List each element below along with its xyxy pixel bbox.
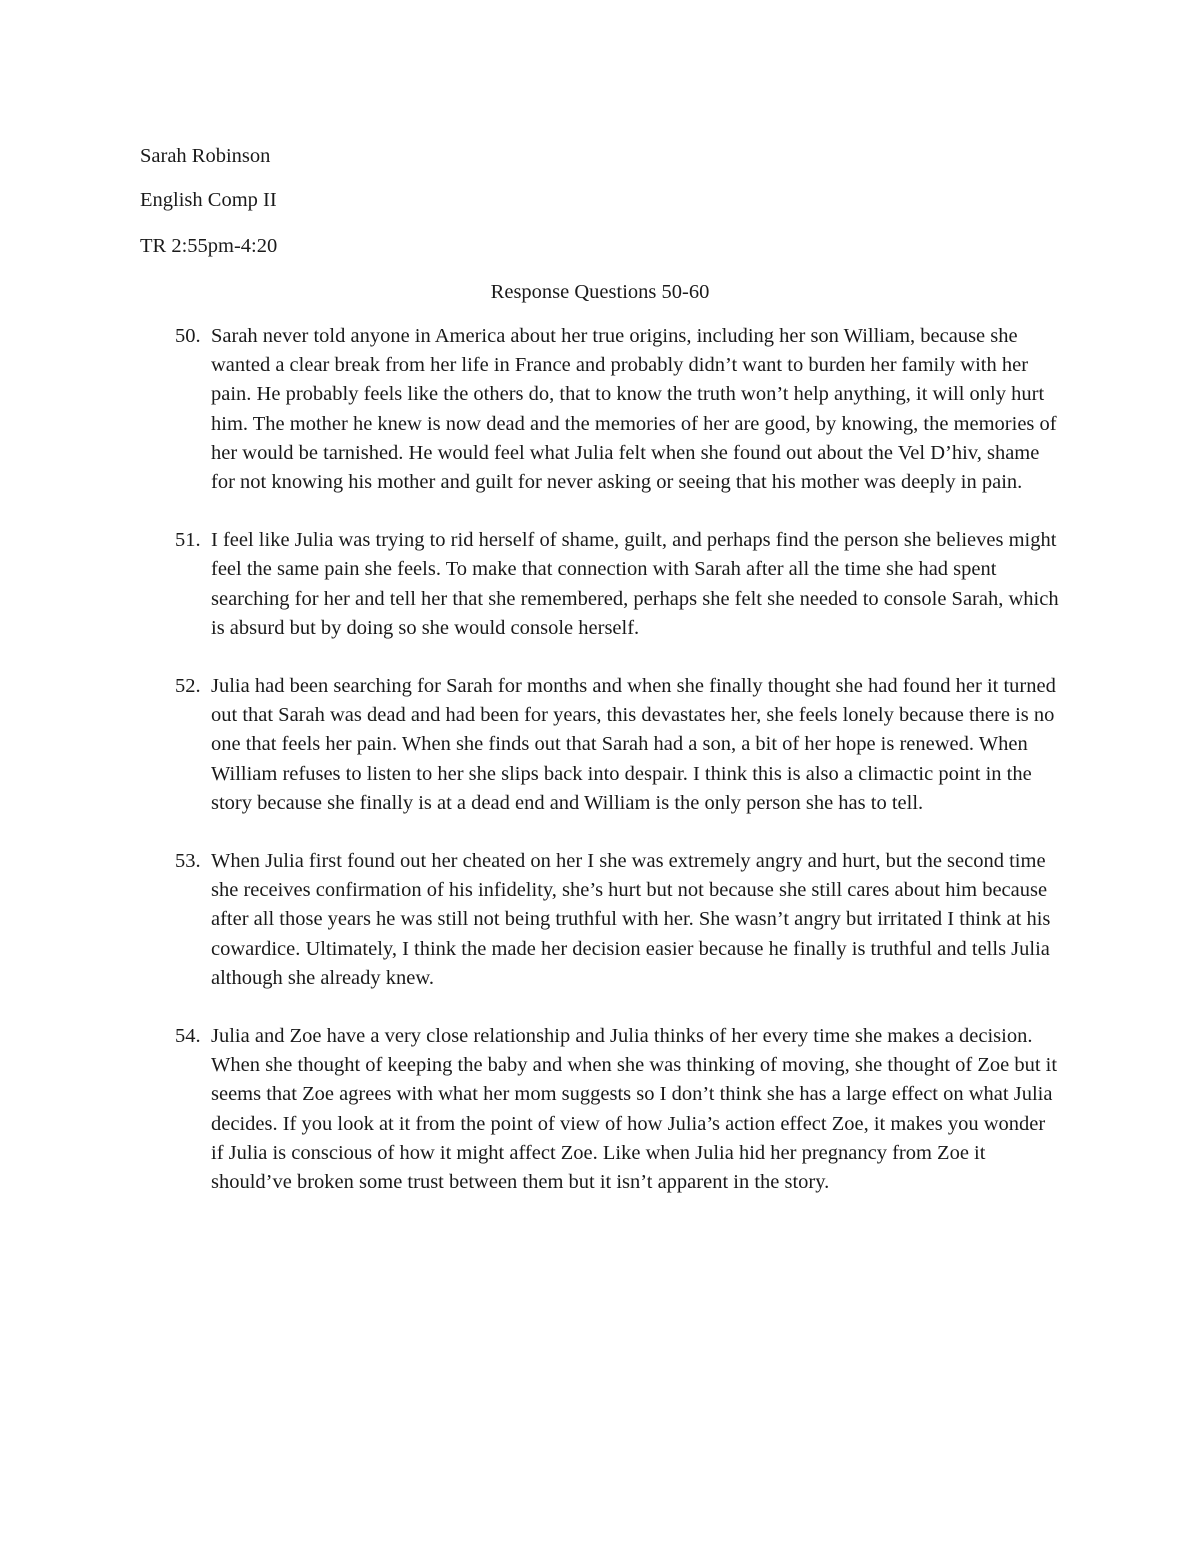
answer-number: 54. bbox=[175, 1025, 201, 1048]
course-name: English Comp II bbox=[140, 189, 277, 211]
answer-item bbox=[175, 672, 1060, 818]
answer-item bbox=[175, 322, 1060, 497]
answer-number: 51. bbox=[175, 529, 201, 552]
answer-number: 50. bbox=[175, 325, 201, 347]
answer-number: 53. bbox=[175, 850, 201, 873]
class-schedule: TR 2:55pm-4:20 bbox=[140, 235, 278, 257]
document-title: Response Questions 50-60 bbox=[490, 281, 710, 303]
answer-text: Sarah never told anyone in America about her true origins, including her son William, because she wanted a clear break from her life in France and probably didn’t want to burden her family with her pain. He probably feels like the others do, that to know the truth won’t help anything, it will only hurt him. The mother he knew is now dead and the memories of her are good, by knowing, the memories of her would be tarnished. He would feel what Julia felt when she found out about the Vel D’hiv, shame for not knowing his mother and guilt for never asking or seeing that his mother was deeply in pain. bbox=[211, 325, 1057, 494]
answer-item bbox=[175, 847, 1060, 993]
answer-number: 52. bbox=[175, 675, 201, 698]
student-name: Sarah Robinson bbox=[140, 145, 271, 167]
answer-item bbox=[175, 526, 1060, 643]
answer-item bbox=[175, 1022, 1060, 1197]
answer-text: Julia and Zoe have a very close relationship and Julia thinks of her every time she makes a decision. When she thought of keeping the baby and when she was thinking of moving, she thought of Zoe but it seems that Zoe agrees with what her mom suggests so I don’t think she has a large effect on what Julia decides. If you look at it from the point of view of how Julia’s action effect Zoe, it makes you wonder if Julia is conscious of how it might affect Zoe. Like when Julia hid her pregnancy from Zoe it should’ve broken some trust between them but it isn’t apparent in the story. bbox=[211, 1025, 1058, 1194]
answer-text: I feel like Julia was trying to rid herself of shame, guilt, and perhaps find the person she believes might feel the same pain she feels. To make that connection with Sarah after all the time she had spent searching for her and tell her that she remembered, perhaps she felt she needed to console Sarah, which is absurd but by doing so she would console herself. bbox=[211, 529, 1059, 639]
answer-text: Julia had been searching for Sarah for months and when she finally thought she had found her it turned out that Sarah was dead and had been for years, this devastates her, she feels lonely because there is no one that feels her pain. When she finds out that Sarah had a son, a bit of her hope is renewed. When William refuses to listen to her she slips back into despair. I think this is also a climactic point in the story because she finally is at a dead end and William is the only person she has to tell. bbox=[211, 675, 1056, 814]
answer-list bbox=[175, 322, 1060, 1226]
answer-text: When Julia first found out her cheated on her I she was extremely angry and hurt, but the second time she receives confirmation of his infidelity, she’s hurt but not because she still cares about him because after all those years he was still not being truthful with her. She wasn’t angry but irritated I think at his cowardice. Ultimately, I think the made her decision easier because he finally is truthful and tells Julia although she already knew. bbox=[211, 850, 1051, 989]
